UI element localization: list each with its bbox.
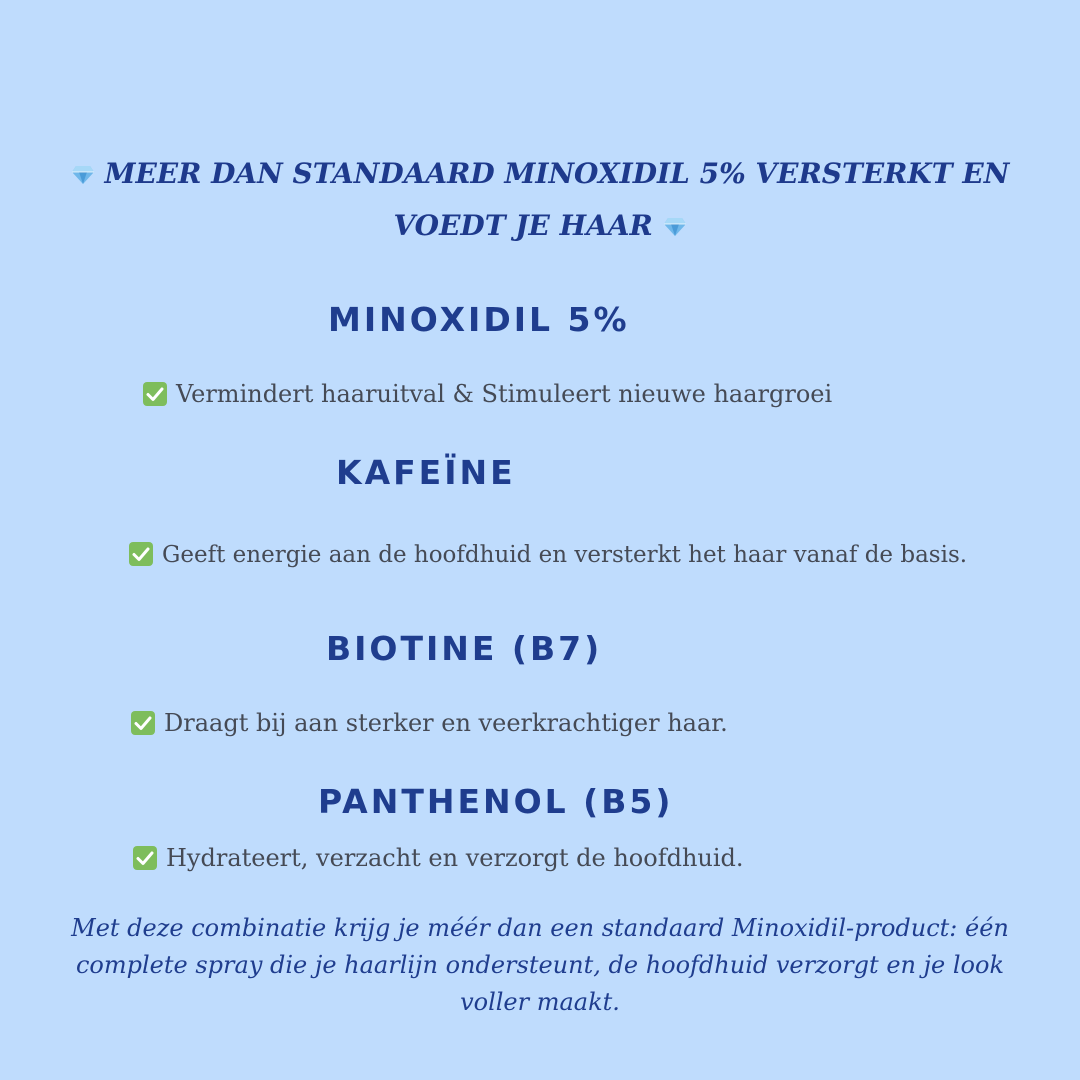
ingredient-benefit-kafeine — [129, 538, 967, 571]
check-mark-icon — [129, 542, 153, 566]
headline-text-1: MEER DAN STANDAARD MINOXIDIL 5% VERSTERKT EN — [104, 157, 1010, 190]
benefit-text: Geeft energie aan de hoofdhuid en versterkt het haar vanaf de basis. — [162, 542, 968, 568]
closing-paragraph: Met deze combinatie krijg je méér dan een standaard Minoxidil-product: één complete spray die je haarlijn ondersteunt, de hoofdhuid verzorgt en je look voller maakt. — [71, 914, 1009, 1016]
headline-text-2: VOEDT JE HAAR — [393, 209, 653, 242]
ingredient-benefit-biotine — [131, 707, 728, 739]
ingredient-heading-kafeine: KAFEÏNE — [336, 453, 516, 492]
benefit-text: Vermindert haaruitval & Stimuleert nieuwe haargroei — [176, 380, 833, 408]
check-mark-icon — [131, 711, 155, 735]
ingredient-heading-minoxidil: MINOXIDIL 5% — [328, 300, 630, 339]
ingredient-benefit-panthenol — [133, 842, 744, 874]
ingredient-heading-biotine: BIOTINE (B7) — [326, 629, 603, 668]
headline-line-2 — [0, 200, 1080, 252]
headline-line-1 — [0, 148, 1080, 200]
check-mark-icon — [143, 382, 167, 406]
check-mark-icon — [133, 846, 157, 870]
benefit-text: Draagt bij aan sterker en veerkrachtiger haar. — [164, 709, 728, 737]
ingredient-heading-panthenol: PANTHENOL (B5) — [318, 782, 674, 821]
gem-icon — [71, 165, 95, 185]
ingredient-benefit-minoxidil — [143, 378, 832, 410]
gem-icon — [663, 217, 687, 237]
benefit-text: Hydrateert, verzacht en verzorgt de hoofdhuid. — [166, 844, 744, 872]
headline — [0, 148, 1080, 252]
